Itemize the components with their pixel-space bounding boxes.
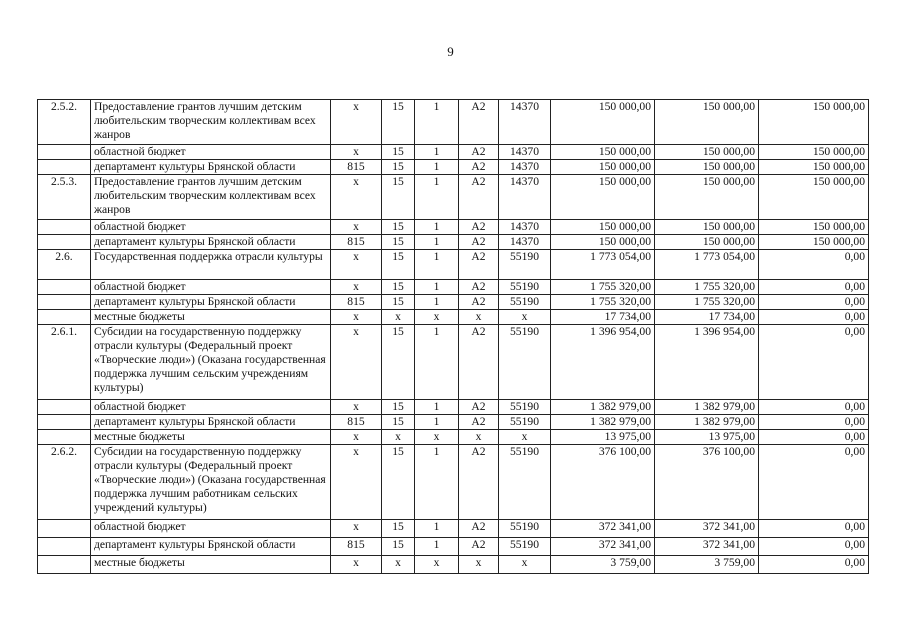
amount-year2-cell: 150 000,00 [655, 100, 759, 145]
amount-year1-cell: 1 755 320,00 [551, 280, 655, 295]
code-program-cell: 15 [382, 325, 415, 400]
amount-year3-cell: 150 000,00 [759, 235, 869, 250]
code-program-cell: 15 [382, 520, 415, 538]
row-number-cell: 2.5.2. [38, 100, 91, 145]
code-subprogram-cell: 1 [415, 100, 459, 145]
code-program-cell: х [382, 430, 415, 445]
code-program-cell: 15 [382, 538, 415, 556]
code-direction-cell: х [499, 556, 551, 574]
row-name-cell: департамент культуры Брянской области [91, 415, 331, 430]
code-project-cell: А2 [459, 400, 499, 415]
amount-year2-cell: 1 382 979,00 [655, 415, 759, 430]
row-number-cell [38, 145, 91, 160]
code-direction-cell: 55190 [499, 325, 551, 400]
table-row-sub [38, 280, 869, 295]
amount-year3-cell: 0,00 [759, 310, 869, 325]
table-row-sub [38, 430, 869, 445]
code-admin-cell: х [331, 520, 382, 538]
code-direction-cell: 14370 [499, 175, 551, 220]
row-number-cell [38, 235, 91, 250]
amount-year3-cell: 0,00 [759, 325, 869, 400]
code-project-cell: А2 [459, 100, 499, 145]
code-project-cell: А2 [459, 538, 499, 556]
code-subprogram-cell: 1 [415, 280, 459, 295]
amount-year3-cell: 0,00 [759, 295, 869, 310]
row-name-cell: Государственная поддержка отрасли культуры [91, 250, 331, 280]
code-subprogram-cell: 1 [415, 445, 459, 520]
code-project-cell: х [459, 556, 499, 574]
row-name-cell: областной бюджет [91, 400, 331, 415]
code-project-cell: А2 [459, 280, 499, 295]
code-program-cell: х [382, 556, 415, 574]
row-number-cell [38, 520, 91, 538]
code-project-cell: А2 [459, 520, 499, 538]
row-name-cell: местные бюджеты [91, 430, 331, 445]
row-number-cell [38, 310, 91, 325]
row-name-cell: областной бюджет [91, 220, 331, 235]
amount-year2-cell: 372 341,00 [655, 520, 759, 538]
code-direction-cell: 55190 [499, 520, 551, 538]
code-admin-cell: х [331, 430, 382, 445]
row-name-cell: департамент культуры Брянской области [91, 235, 331, 250]
row-name-cell: местные бюджеты [91, 310, 331, 325]
code-direction-cell: 14370 [499, 100, 551, 145]
amount-year3-cell: 0,00 [759, 250, 869, 280]
amount-year2-cell: 17 734,00 [655, 310, 759, 325]
amount-year3-cell: 150 000,00 [759, 160, 869, 175]
amount-year1-cell: 1 755 320,00 [551, 295, 655, 310]
code-admin-cell: х [331, 100, 382, 145]
code-admin-cell: х [331, 445, 382, 520]
table-row-sub [38, 400, 869, 415]
code-subprogram-cell: х [415, 310, 459, 325]
code-project-cell: А2 [459, 325, 499, 400]
amount-year2-cell: 1 396 954,00 [655, 325, 759, 400]
amount-year2-cell: 1 755 320,00 [655, 280, 759, 295]
row-name-cell: департамент культуры Брянской области [91, 295, 331, 310]
code-project-cell: А2 [459, 235, 499, 250]
code-admin-cell: х [331, 556, 382, 574]
amount-year2-cell: 3 759,00 [655, 556, 759, 574]
code-project-cell: А2 [459, 220, 499, 235]
row-number-cell [38, 295, 91, 310]
row-name-cell: департамент культуры Брянской области [91, 538, 331, 556]
code-subprogram-cell: 1 [415, 160, 459, 175]
code-admin-cell: х [331, 400, 382, 415]
code-program-cell: 15 [382, 280, 415, 295]
code-admin-cell: х [331, 145, 382, 160]
code-admin-cell: х [331, 250, 382, 280]
row-name-cell: Субсидии на государственную поддержку отрасли культуры (Федеральный проект «Творческие люди») (Оказана государственная поддержка лучшим сельским учреждениям культуры) [91, 325, 331, 400]
table-body [38, 100, 869, 574]
table-row-sub [38, 235, 869, 250]
table-row-sub [38, 295, 869, 310]
row-name-cell: департамент культуры Брянской области [91, 160, 331, 175]
amount-year3-cell: 0,00 [759, 556, 869, 574]
code-admin-cell: х [331, 280, 382, 295]
amount-year3-cell: 0,00 [759, 520, 869, 538]
row-number-cell: 2.6. [38, 250, 91, 280]
code-direction-cell: 55190 [499, 250, 551, 280]
amount-year1-cell: 150 000,00 [551, 145, 655, 160]
row-number-cell [38, 280, 91, 295]
amount-year1-cell: 1 382 979,00 [551, 415, 655, 430]
amount-year3-cell: 0,00 [759, 430, 869, 445]
table-row-sub [38, 160, 869, 175]
code-subprogram-cell: 1 [415, 400, 459, 415]
amount-year1-cell: 376 100,00 [551, 445, 655, 520]
code-subprogram-cell: х [415, 556, 459, 574]
code-program-cell: 15 [382, 250, 415, 280]
row-number-cell [38, 220, 91, 235]
code-subprogram-cell: 1 [415, 235, 459, 250]
row-number-cell: 2.6.1. [38, 325, 91, 400]
amount-year1-cell: 150 000,00 [551, 235, 655, 250]
table-row-sub [38, 556, 869, 574]
amount-year3-cell: 0,00 [759, 415, 869, 430]
table-row-sub [38, 538, 869, 556]
code-project-cell: х [459, 430, 499, 445]
row-number-cell: 2.6.2. [38, 445, 91, 520]
code-project-cell: А2 [459, 445, 499, 520]
amount-year3-cell: 150 000,00 [759, 100, 869, 145]
code-subprogram-cell: 1 [415, 325, 459, 400]
code-subprogram-cell: х [415, 430, 459, 445]
code-direction-cell: 14370 [499, 235, 551, 250]
code-direction-cell: 55190 [499, 280, 551, 295]
amount-year2-cell: 150 000,00 [655, 220, 759, 235]
amount-year2-cell: 1 773 054,00 [655, 250, 759, 280]
code-subprogram-cell: 1 [415, 175, 459, 220]
amount-year1-cell: 150 000,00 [551, 160, 655, 175]
code-subprogram-cell: 1 [415, 520, 459, 538]
table-row-item [38, 100, 869, 145]
code-project-cell: х [459, 310, 499, 325]
amount-year2-cell: 150 000,00 [655, 235, 759, 250]
table-row-item [38, 250, 869, 280]
code-project-cell: А2 [459, 250, 499, 280]
code-project-cell: А2 [459, 295, 499, 310]
code-admin-cell: 815 [331, 295, 382, 310]
amount-year1-cell: 150 000,00 [551, 220, 655, 235]
code-direction-cell: 55190 [499, 538, 551, 556]
amount-year1-cell: 1 773 054,00 [551, 250, 655, 280]
code-program-cell: х [382, 310, 415, 325]
amount-year1-cell: 3 759,00 [551, 556, 655, 574]
code-admin-cell: 815 [331, 415, 382, 430]
row-name-cell: областной бюджет [91, 520, 331, 538]
amount-year2-cell: 150 000,00 [655, 160, 759, 175]
code-program-cell: 15 [382, 400, 415, 415]
code-program-cell: 15 [382, 220, 415, 235]
amount-year3-cell: 0,00 [759, 280, 869, 295]
code-subprogram-cell: 1 [415, 145, 459, 160]
code-direction-cell: 55190 [499, 400, 551, 415]
table-row-item [38, 445, 869, 520]
code-admin-cell: 815 [331, 538, 382, 556]
amount-year3-cell: 0,00 [759, 400, 869, 415]
table-row-sub [38, 520, 869, 538]
code-admin-cell: х [331, 325, 382, 400]
code-direction-cell: 14370 [499, 145, 551, 160]
amount-year3-cell: 150 000,00 [759, 220, 869, 235]
row-name-cell: Субсидии на государственную поддержку отрасли культуры (Федеральный проект «Творческие люди») (Оказана государственная поддержка лучшим работникам сельских учреждений культуры) [91, 445, 331, 520]
code-admin-cell: х [331, 220, 382, 235]
code-project-cell: А2 [459, 145, 499, 160]
code-subprogram-cell: 1 [415, 415, 459, 430]
amount-year3-cell: 0,00 [759, 538, 869, 556]
table-row-item [38, 175, 869, 220]
row-number-cell [38, 538, 91, 556]
code-subprogram-cell: 1 [415, 295, 459, 310]
code-program-cell: 15 [382, 175, 415, 220]
code-project-cell: А2 [459, 415, 499, 430]
code-direction-cell: 55190 [499, 295, 551, 310]
code-subprogram-cell: 1 [415, 538, 459, 556]
code-subprogram-cell: 1 [415, 220, 459, 235]
row-name-cell: местные бюджеты [91, 556, 331, 574]
table-row-sub [38, 145, 869, 160]
table-row-sub [38, 220, 869, 235]
code-direction-cell: 14370 [499, 160, 551, 175]
row-number-cell [38, 160, 91, 175]
code-program-cell: 15 [382, 160, 415, 175]
code-admin-cell: х [331, 310, 382, 325]
code-program-cell: 15 [382, 145, 415, 160]
code-direction-cell: 55190 [499, 445, 551, 520]
amount-year1-cell: 372 341,00 [551, 520, 655, 538]
code-direction-cell: х [499, 430, 551, 445]
amount-year1-cell: 150 000,00 [551, 100, 655, 145]
table-row-sub [38, 415, 869, 430]
page-number: 9 [447, 44, 454, 59]
row-number-cell [38, 400, 91, 415]
code-project-cell: А2 [459, 175, 499, 220]
code-direction-cell: х [499, 310, 551, 325]
amount-year1-cell: 13 975,00 [551, 430, 655, 445]
code-program-cell: 15 [382, 415, 415, 430]
code-program-cell: 15 [382, 445, 415, 520]
row-number-cell [38, 415, 91, 430]
code-project-cell: А2 [459, 160, 499, 175]
code-admin-cell: 815 [331, 160, 382, 175]
amount-year3-cell: 0,00 [759, 445, 869, 520]
amount-year2-cell: 376 100,00 [655, 445, 759, 520]
amount-year2-cell: 372 341,00 [655, 538, 759, 556]
table-row-item [38, 325, 869, 400]
code-program-cell: 15 [382, 100, 415, 145]
amount-year2-cell: 1 755 320,00 [655, 295, 759, 310]
row-name-cell: Предоставление грантов лучшим детским любительским творческим коллективам всех жанров [91, 100, 331, 145]
row-number-cell [38, 556, 91, 574]
amount-year2-cell: 150 000,00 [655, 145, 759, 160]
code-program-cell: 15 [382, 295, 415, 310]
budget-table [37, 99, 869, 574]
amount-year1-cell: 17 734,00 [551, 310, 655, 325]
amount-year1-cell: 1 396 954,00 [551, 325, 655, 400]
code-direction-cell: 55190 [499, 415, 551, 430]
row-number-cell: 2.5.3. [38, 175, 91, 220]
row-name-cell: областной бюджет [91, 145, 331, 160]
code-subprogram-cell: 1 [415, 250, 459, 280]
amount-year1-cell: 372 341,00 [551, 538, 655, 556]
amount-year2-cell: 150 000,00 [655, 175, 759, 220]
row-number-cell [38, 430, 91, 445]
code-direction-cell: 14370 [499, 220, 551, 235]
code-program-cell: 15 [382, 235, 415, 250]
amount-year2-cell: 1 382 979,00 [655, 400, 759, 415]
amount-year1-cell: 1 382 979,00 [551, 400, 655, 415]
row-name-cell: Предоставление грантов лучшим детским любительским творческим коллективам всех жанров [91, 175, 331, 220]
amount-year3-cell: 150 000,00 [759, 175, 869, 220]
amount-year2-cell: 13 975,00 [655, 430, 759, 445]
amount-year3-cell: 150 000,00 [759, 145, 869, 160]
table-row-sub [38, 310, 869, 325]
amount-year1-cell: 150 000,00 [551, 175, 655, 220]
code-admin-cell: х [331, 175, 382, 220]
code-admin-cell: 815 [331, 235, 382, 250]
row-name-cell: областной бюджет [91, 280, 331, 295]
